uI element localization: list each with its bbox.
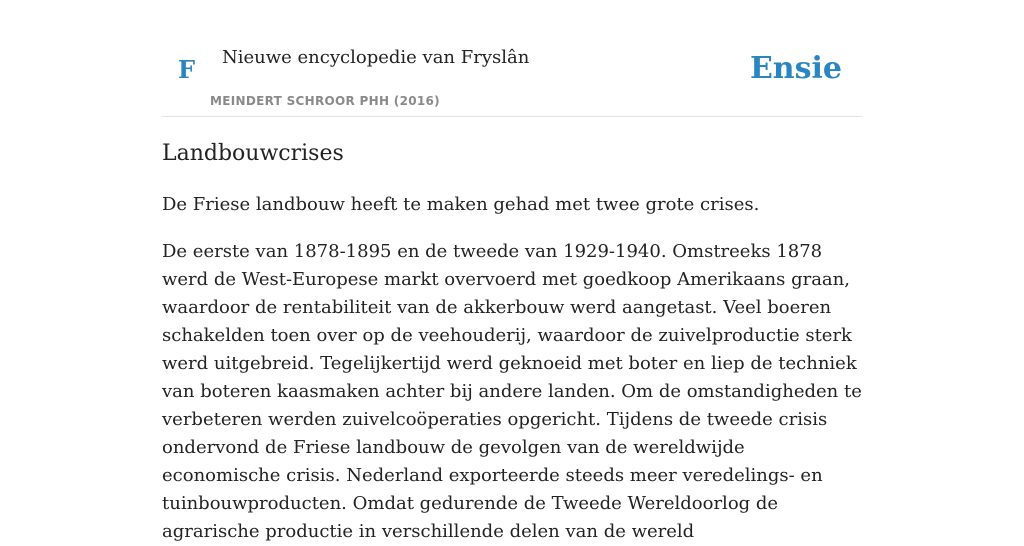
article-title: Landbouwcrises — [162, 141, 344, 166]
ensie-logo[interactable]: Ensie — [749, 51, 842, 86]
work-logo-icon[interactable]: F — [178, 55, 196, 84]
work-title-link[interactable]: Nieuwe encyclopedie van Fryslân — [222, 47, 530, 68]
author-credit: MEINDERT SCHROOR PHH (2016) — [210, 94, 440, 108]
article-intro: De Friese landbouw heeft te maken gehad met twee grote crises. — [162, 194, 760, 215]
article — [162, 139, 867, 546]
article-body: De eerste van 1878-1895 en de tweede van 1929-1940. Omstreeks 1878 werd de West-Europese markt overvoerd met goedkoop Amerikaans graan, waardoor de rentabiliteit van de akkerbouw werd aangetast. Veel boeren schakelden toen over op de veehouderij, waardoor de zuivelproductie sterk werd uitgebreid. Tegelijkertijd werd geknoeid met boter en liep de techniek van boteren kaasmaken achter bij andere landen. Om de omstandigheden te verbeteren werden zuivelcoöperaties opgericht. Tijdens de tweede crisis ondervond de Friese landbouw de gevolgen van de wereldwijde economische crisis. Nederland exporteerde steeds meer veredelings- en tuinbouwproducten. Omdat gedurende de Tweede Wereldoorlog de agrarische productie in verschillende delen van de wereld — [162, 241, 862, 542]
header — [162, 0, 862, 117]
